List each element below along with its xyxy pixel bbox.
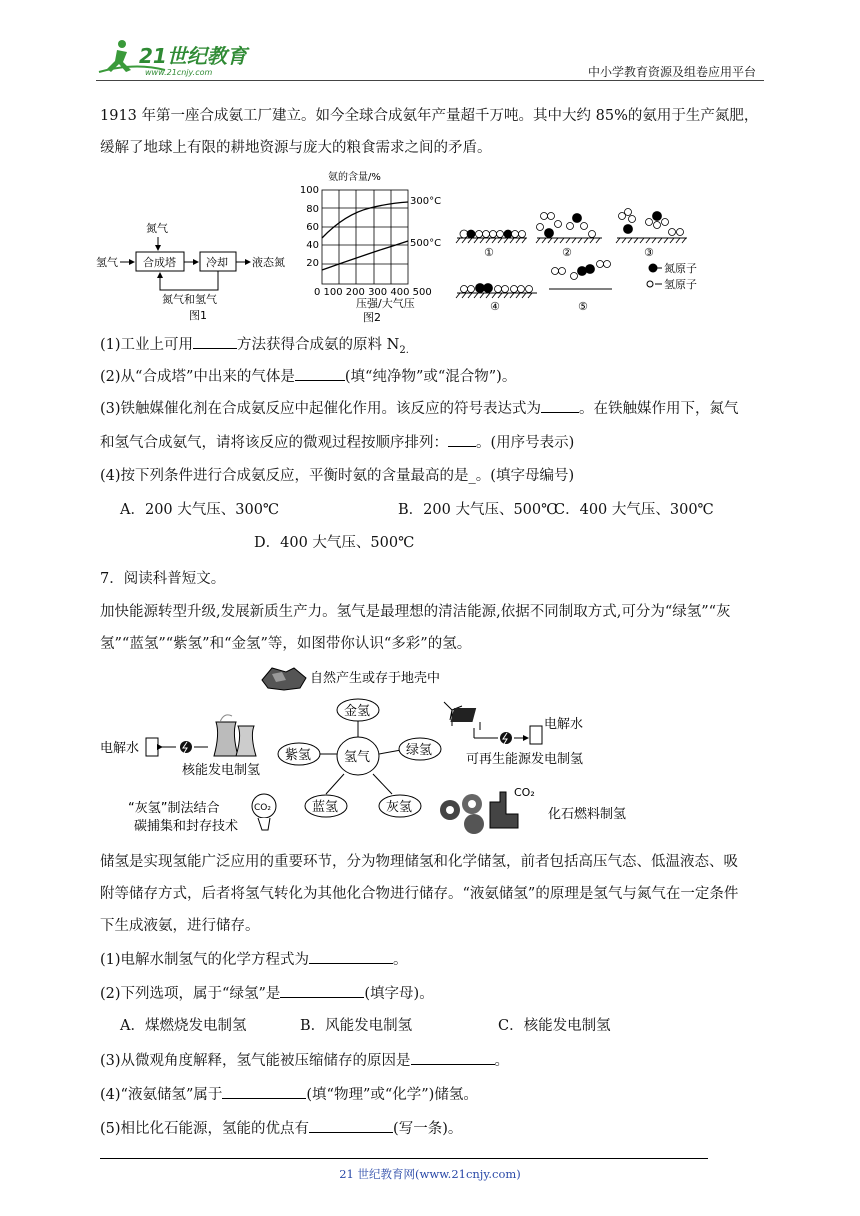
q7-para1-line1: 加快能源转型升级,发展新质生产力。氢气是最理想的清洁能源,依据不同制取方式,可分为“绿氢”“灰 [100,604,731,620]
hydrogen-color-diagram [96,664,656,838]
q6-option-a[interactable]: A．200 大气压、300℃ [120,502,280,518]
fig1-nitrogen-label: 氮气 [146,222,168,235]
figure-3-micro-process [452,204,712,314]
electrolysis-icon [146,738,158,756]
co2-label: CO₂ [514,786,535,799]
fig3-label: ① [484,246,494,259]
fig3-label: ④ [490,300,500,313]
q6-part2: (2)从“合成塔”中出来的气体是 (填“纯净物”或“混合物”)。 [100,366,765,387]
answer-blank[interactable] [193,334,237,349]
rock-icon [262,668,306,690]
fig2-ytick: 40 [306,240,319,251]
fig2-ylabel: 氨的含量/% [328,172,381,183]
fig1-cool-label: 冷却 [206,256,228,269]
co2-capture-icon [252,794,276,830]
fig2-series-300 [322,202,408,238]
fig2-ytick: 60 [306,222,319,233]
svg-text:CO₂: CO₂ [254,803,271,813]
fig3-label: ② [562,246,572,259]
fig3-label: ③ [644,246,654,259]
q7-option-c[interactable]: C．核能发电制氢 [498,1018,611,1034]
q7-part4: (4)“液氨储氢”属于 (填“物理”或“化学”)储氢。 [100,1084,765,1105]
legend-hydrogen-dot [647,281,653,287]
fossil-label: 化石燃料制氢 [548,807,627,822]
logo-text: 21世纪教育 [139,44,247,68]
logo-url: www.21cnjy.com [145,68,213,77]
answer-blank[interactable] [280,983,364,998]
q7-part2: (2)下列选项，属于“绿氢”是 (填字母)。 [100,983,765,1004]
ccs-label-line1: “灰氢”制法结合 [128,801,220,816]
fig1-hydrogen-label: 氢气 [96,256,118,269]
fig2-series-label: 300°C [410,196,442,207]
fig2-series-label: 500°C [410,238,442,249]
nuclear-plant-icon [214,715,256,756]
q7-para1-line2: 氢”“蓝氢”“紫氢”和“金氢”等，如图带你认识“多彩”的氢。 [100,636,472,652]
fig2-xticks: 0 100 200 300 400 500 [314,287,432,298]
fig2-ytick: 100 [300,185,319,196]
footer-link[interactable]: 21 世纪教育网(www.21cnjy.com) [339,1167,521,1181]
fig2-ytick: 20 [306,258,319,269]
fossil-fuel-icon [440,792,518,834]
intro-line-2: 缓解了地球上有限的耕地资源与庞大的粮食需求之间的矛盾。 [100,140,492,156]
legend-nitrogen-label: 氮原子 [664,262,697,275]
figure-1-process-flow [96,212,296,324]
answer-blank[interactable] [222,1084,306,1099]
purple-label: 紫氢 [285,748,312,763]
answer-blank[interactable] [295,366,345,381]
answer-blank[interactable] [411,1050,495,1065]
answer-blank[interactable] [309,1118,393,1133]
fig1-tower-label: 合成塔 [143,256,176,269]
legend-hydrogen-label: 氢原子 [664,278,697,291]
intro-line-1: 1913 年第一座合成氨工厂建立。如今全球合成氨年产量超千万吨。其中大约 85%的氨用于生产氮肥， [100,108,759,124]
blue-label: 蓝氢 [312,800,339,815]
site-logo [95,36,265,80]
q6-part1: (1)工业上可用 方法获得合成氨的原料 $N_{2.}$ [100,334,765,361]
header-rule [96,80,764,81]
electrolysis-label-left: 电解水 [100,741,140,756]
nuclear-label: 核能发电制氢 [182,763,261,778]
q7-part1: (1)电解水制氢气的化学方程式为 。 [100,949,765,970]
q7-part3: (3)从微观角度解释，氢气能被压缩储存的原因是 。 [100,1050,765,1071]
q6-option-c[interactable]: C．400 大气压、300℃ [554,502,714,518]
answer-blank[interactable] [448,432,476,447]
q7-option-b[interactable]: B．风能发电制氢 [300,1018,413,1034]
electrolysis-label-right: 电解水 [544,717,584,732]
q7-para2-line2: 附等储存方式，后者将氢气转化为其他化合物进行储存。“液氨储氢”的原理是氢气与氮气在一定条件 [100,886,739,902]
gray-label: 灰氢 [386,800,413,815]
q6-option-d[interactable]: D．400 大气压、500℃ [254,535,415,551]
answer-blank[interactable] [309,949,393,964]
gold-label: 金氢 [344,704,371,719]
wind-solar-icon [444,702,480,730]
q6-part3-line2: 和氢气合成氨气，请将该反应的微观过程按顺序排列： 。(用序号表示) [100,432,765,453]
center-hydrogen-label: 氢气 [344,750,371,765]
q7-title: 7．阅读科普短文。 [100,571,226,587]
q7-para2-line1: 储氢是实现氢能广泛应用的重要环节，分为物理储氢和化学储氢，前者包括高压气态、低温液态、吸 [100,854,738,870]
fig3-label: ⑤ [578,300,588,313]
fig2-grid [322,190,408,284]
electrolysis-icon [530,726,542,744]
fig2-ytick: 80 [306,204,319,215]
footer-rule [100,1158,708,1159]
natural-label: 自然产生或存于地壳中 [310,671,441,686]
q6-part4: (4)按下列条件进行合成氨反应，平衡时氨的含量最高的是_。(填字母编号) [100,468,575,484]
figure-2-chart [300,166,450,324]
fig1-recycle-label: 氮气和氢气 [162,293,217,306]
fig2-xlabel: 压强/大气压 [356,297,415,310]
q6-part3-line1: (3)铁触媒催化剂在合成氨反应中起催化作用。该反应的符号表达式为 。在铁触媒作用下，氮气 [100,398,765,419]
answer-blank[interactable] [541,398,579,413]
fig2-caption: 图2 [363,311,381,324]
q7-part5: (5)相比化石能源，氢能的优点有 (写一条)。 [100,1118,765,1139]
fig1-liquid-label: 液态氮 [252,256,285,269]
ccs-label-line2: 碳捕集和封存技术 [134,819,239,834]
q7-option-a[interactable]: A．煤燃烧发电制氢 [120,1018,247,1034]
fig1-caption: 图1 [189,309,207,322]
header-platform-text: 中小学教育资源及组卷应用平台 [587,65,756,79]
q7-para2-line3: 下生成液氨，进行储存。 [100,918,260,934]
legend-nitrogen-dot [649,264,658,273]
green-label: 绿氢 [406,743,433,758]
q6-option-b[interactable]: B．200 大气压、500℃ [398,502,558,518]
renewable-label: 可再生能源发电制氢 [466,752,584,767]
